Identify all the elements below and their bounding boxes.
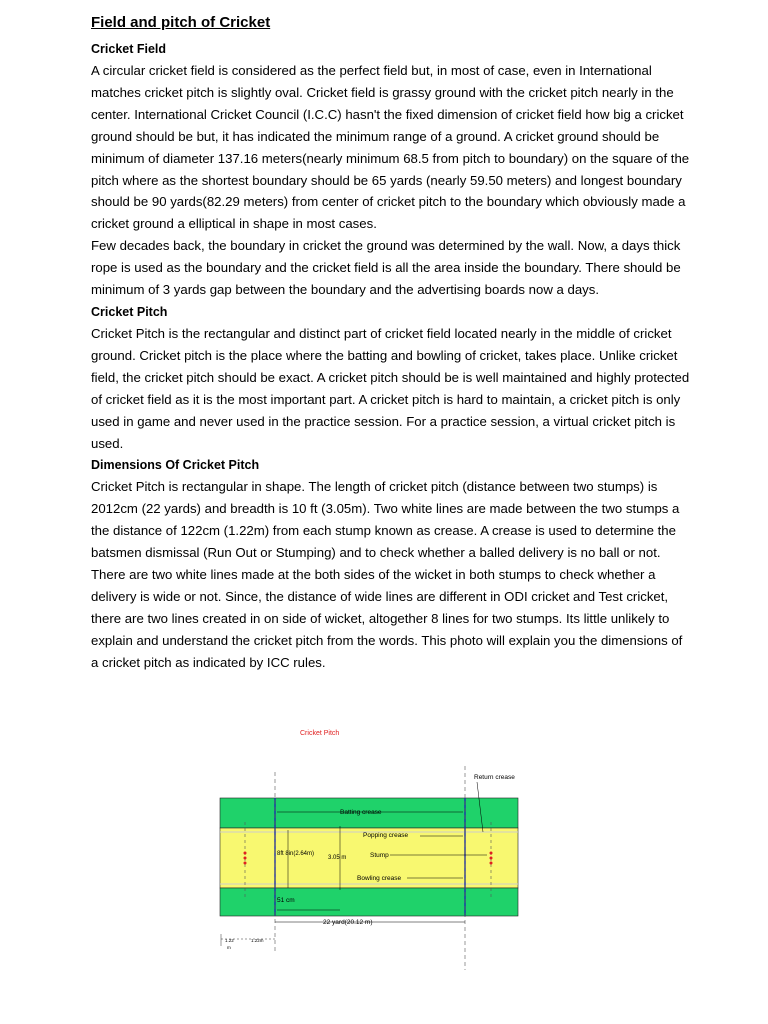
grass-bottom xyxy=(220,888,518,916)
label-bowling-crease: Bowling crease xyxy=(357,875,402,882)
cricket-pitch-figure xyxy=(215,722,525,982)
label-crease-gap: 1.22 xyxy=(225,938,234,943)
label-wide-gap: 51 cm xyxy=(277,897,295,904)
label-small-gap: 1.22m xyxy=(251,938,264,943)
section-heading-dimensions: Dimensions Of Cricket Pitch xyxy=(91,458,260,473)
label-popping-crease: Popping crease xyxy=(363,832,409,839)
figure-title: Cricket Pitch xyxy=(300,730,340,737)
label-width-total: 3.05 m xyxy=(328,855,347,861)
document-title: Field and pitch of Cricket xyxy=(91,14,271,31)
cricket-pitch-diagram xyxy=(215,722,525,982)
label-length: 22 yard(20.12 m) xyxy=(323,919,373,926)
label-batting-crease: Batting crease xyxy=(340,809,382,816)
section-heading-cricket-pitch: Cricket Pitch xyxy=(91,304,168,319)
paragraph-dimensions-1: Cricket Pitch is rectangular in shape. The length of cricket pitch (distance between two stumps) is 2012cm (22 yards) and breadth is 10 ft (3.05m). Two white lines are made between the two stumps a the distance of 122cm (1.22m) from each stump known as crease. A crease is used to determine the batsmen dismissal (Run Out or Stumping) and to check whether a balled delivery is no ball or not. There are two white lines made at the both sides of the wicket in both stumps to check whether a delivery is wide or not. Since, the distance of wide lines are different in ODI cricket and Test cricket, there are two lines created in on side of wicket, altogether 8 lines for two stumps. Its little unlikely to explain and understand the cricket pitch from the words. This photo will explain you the dimensions of a cricket pitch as indicated by ICC rules. xyxy=(91,479,683,670)
label-stump: Stump xyxy=(370,852,389,859)
label-crease-gap-unit: m xyxy=(227,945,231,950)
paragraph-field-1: A circular cricket field is considered as the perfect field but, in most of case, even in International matches cricket pitch is slightly oval. Cricket field is grassy ground with the cricket pitch nearly in the center. International Cricket Council (I.C.C) hasn't the fixed dimension of cricket field how big a cricket ground should be but, it has indicated the minimum range of a ground. A cricket ground should be minimum of diameter 137.16 meters(nearly minimum 68.5 from pitch to boundary) on the square of the pitch where as the shortest boundary should be 65 yards (nearly 59.50 meters) and longest boundary should be 90 yards(82.29 meters) from center of cricket pitch to the boundary which obviously made a cricket ground a elliptical in shape in most cases. xyxy=(91,63,690,232)
stump-left-icon xyxy=(244,852,247,865)
document xyxy=(91,12,691,674)
paragraph-pitch-1: Cricket Pitch is the rectangular and distinct part of cricket field located nearly in the middle of cricket ground. Cricket pitch is the place where the batting and bowling of cricket, takes place. Unlike cricket field, the cricket pitch should be exact. A cricket pitch should be is well maintained and highly protected of cricket field as it is the most important part. A cricket pitch is hard to maintain, a cricket pitch is only used in game and never used in the practice session. For a practice session, a virtual cricket pitch is used. xyxy=(91,325,690,451)
label-width-inner: 8ft 8in(2.64m) xyxy=(277,851,315,857)
section-heading-cricket-field: Cricket Field xyxy=(91,42,167,56)
paragraph-field-2: Few decades back, the boundary in cricket the ground was determined by the wall. Now, a days thick rope is used as the boundary and the cricket field is all the area inside the boundary. There should be minimum of 3 yards gap between the boundary and the advertising boards now a days. xyxy=(91,238,681,298)
label-return-crease: Return crease xyxy=(474,774,515,781)
stump-right-icon xyxy=(490,852,493,865)
